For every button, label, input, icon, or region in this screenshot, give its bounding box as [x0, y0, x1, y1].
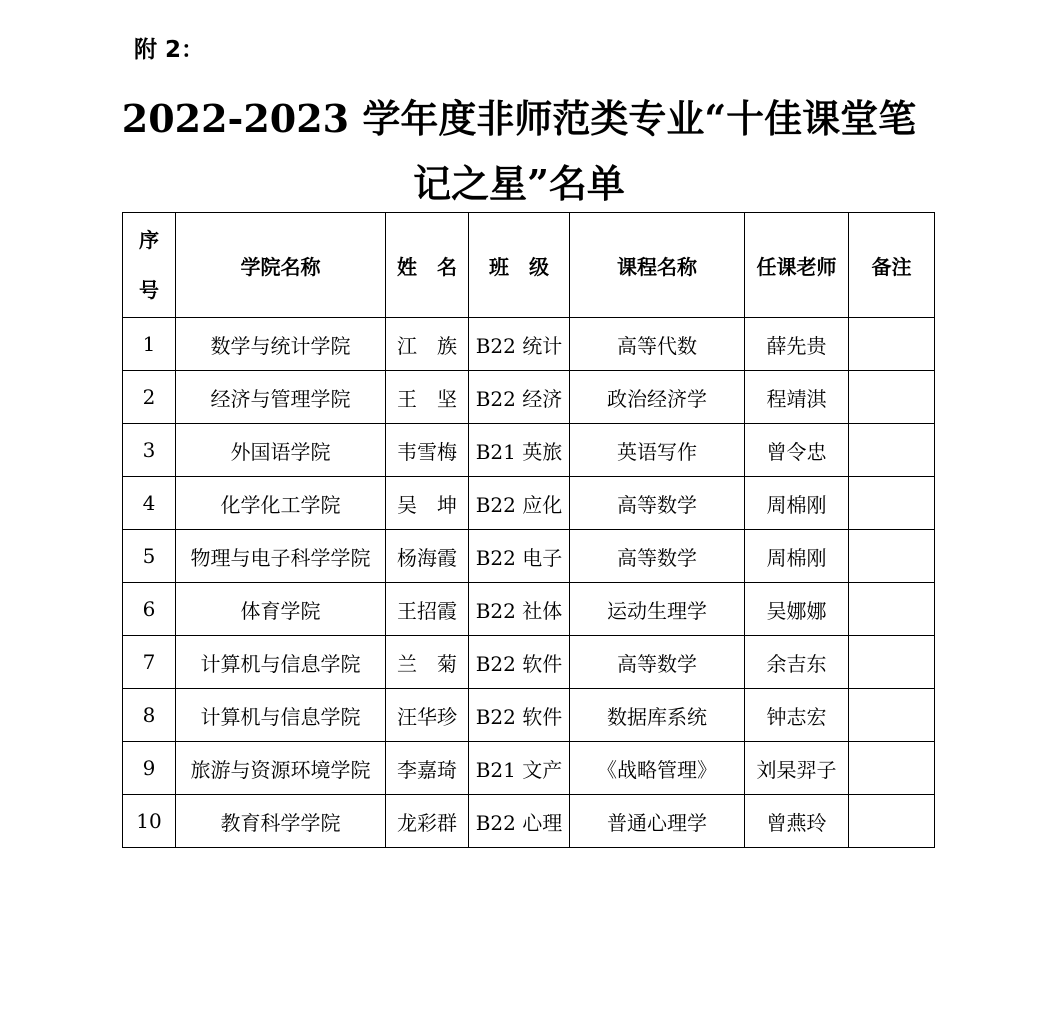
cell-remark [849, 318, 935, 371]
header-remark: 备注 [849, 213, 935, 318]
cell-name: 汪华珍 [386, 689, 469, 742]
cell-teacher: 刘杲羿子 [745, 742, 849, 795]
cell-class: B22 应化 [469, 477, 570, 530]
cell-seq: 3 [123, 424, 176, 477]
cell-course: 《战略管理》 [570, 742, 745, 795]
table-row [123, 318, 935, 371]
cell-seq: 9 [123, 742, 176, 795]
cell-class: B21 英旅 [469, 424, 570, 477]
cell-college: 经济与管理学院 [176, 371, 386, 424]
cell-seq: 4 [123, 477, 176, 530]
cell-college: 数学与统计学院 [176, 318, 386, 371]
cell-name: 龙彩群 [386, 795, 469, 848]
cell-course: 数据库系统 [570, 689, 745, 742]
cell-college: 教育科学学院 [176, 795, 386, 848]
cell-remark [849, 424, 935, 477]
cell-remark [849, 689, 935, 742]
cell-seq: 2 [123, 371, 176, 424]
cell-course: 高等数学 [570, 530, 745, 583]
cell-name: 王 坚 [386, 371, 469, 424]
cell-college: 体育学院 [176, 583, 386, 636]
cell-seq: 6 [123, 583, 176, 636]
cell-teacher: 吴娜娜 [745, 583, 849, 636]
table-row [123, 636, 935, 689]
cell-college: 外国语学院 [176, 424, 386, 477]
cell-name: 杨海霞 [386, 530, 469, 583]
cell-remark [849, 583, 935, 636]
cell-teacher: 周棉刚 [745, 530, 849, 583]
header-college: 学院名称 [176, 213, 386, 318]
table-row [123, 530, 935, 583]
cell-course: 高等数学 [570, 477, 745, 530]
cell-class: B22 社体 [469, 583, 570, 636]
cell-name: 王招霞 [386, 583, 469, 636]
cell-name: 吴 坤 [386, 477, 469, 530]
cell-remark [849, 742, 935, 795]
header-class: 班 级 [469, 213, 570, 318]
table-row [123, 583, 935, 636]
cell-remark [849, 795, 935, 848]
cell-name: 李嘉琦 [386, 742, 469, 795]
cell-name: 韦雪梅 [386, 424, 469, 477]
cell-class: B21 文产 [469, 742, 570, 795]
table-row [123, 795, 935, 848]
table-row [123, 371, 935, 424]
cell-seq: 8 [123, 689, 176, 742]
cell-teacher: 曾燕玲 [745, 795, 849, 848]
header-name: 姓 名 [386, 213, 469, 318]
cell-college: 旅游与资源环境学院 [176, 742, 386, 795]
cell-teacher: 曾令忠 [745, 424, 849, 477]
cell-name: 江 族 [386, 318, 469, 371]
attachment-label: 附 2： [134, 37, 205, 63]
cell-class: B22 软件 [469, 689, 570, 742]
cell-teacher: 周棉刚 [745, 477, 849, 530]
cell-course: 高等数学 [570, 636, 745, 689]
table-header-row [123, 213, 935, 318]
cell-seq: 7 [123, 636, 176, 689]
cell-remark [849, 477, 935, 530]
award-roster-table [122, 212, 935, 848]
cell-teacher: 薛先贵 [745, 318, 849, 371]
cell-remark [849, 371, 935, 424]
cell-class: B22 电子 [469, 530, 570, 583]
cell-course: 运动生理学 [570, 583, 745, 636]
cell-course: 政治经济学 [570, 371, 745, 424]
cell-class: B22 心理 [469, 795, 570, 848]
header-teacher: 任课老师 [745, 213, 849, 318]
table-row [123, 689, 935, 742]
cell-class: B22 统计 [469, 318, 570, 371]
cell-seq: 1 [123, 318, 176, 371]
cell-course: 英语写作 [570, 424, 745, 477]
document-title-line-1: 2022-2023 学年度非师范类专业“十佳课堂笔 [121, 96, 917, 141]
cell-teacher: 余吉东 [745, 636, 849, 689]
cell-class: B22 软件 [469, 636, 570, 689]
header-seq-line-1: 序 [139, 228, 159, 252]
cell-college: 化学化工学院 [176, 477, 386, 530]
header-seq [123, 213, 176, 318]
cell-remark [849, 636, 935, 689]
header-seq-line-2: 号 [139, 278, 159, 302]
cell-remark [849, 530, 935, 583]
table-row [123, 477, 935, 530]
document-title-line-2: 记之星”名单 [413, 161, 625, 206]
cell-course: 高等代数 [570, 318, 745, 371]
cell-college: 计算机与信息学院 [176, 636, 386, 689]
cell-name: 兰 菊 [386, 636, 469, 689]
header-course: 课程名称 [570, 213, 745, 318]
cell-teacher: 程靖淇 [745, 371, 849, 424]
cell-seq: 5 [123, 530, 176, 583]
table-row [123, 424, 935, 477]
cell-college: 物理与电子科学学院 [176, 530, 386, 583]
table-row [123, 742, 935, 795]
cell-class: B22 经济 [469, 371, 570, 424]
cell-course: 普通心理学 [570, 795, 745, 848]
cell-teacher: 钟志宏 [745, 689, 849, 742]
cell-college: 计算机与信息学院 [176, 689, 386, 742]
cell-seq: 10 [123, 795, 176, 848]
